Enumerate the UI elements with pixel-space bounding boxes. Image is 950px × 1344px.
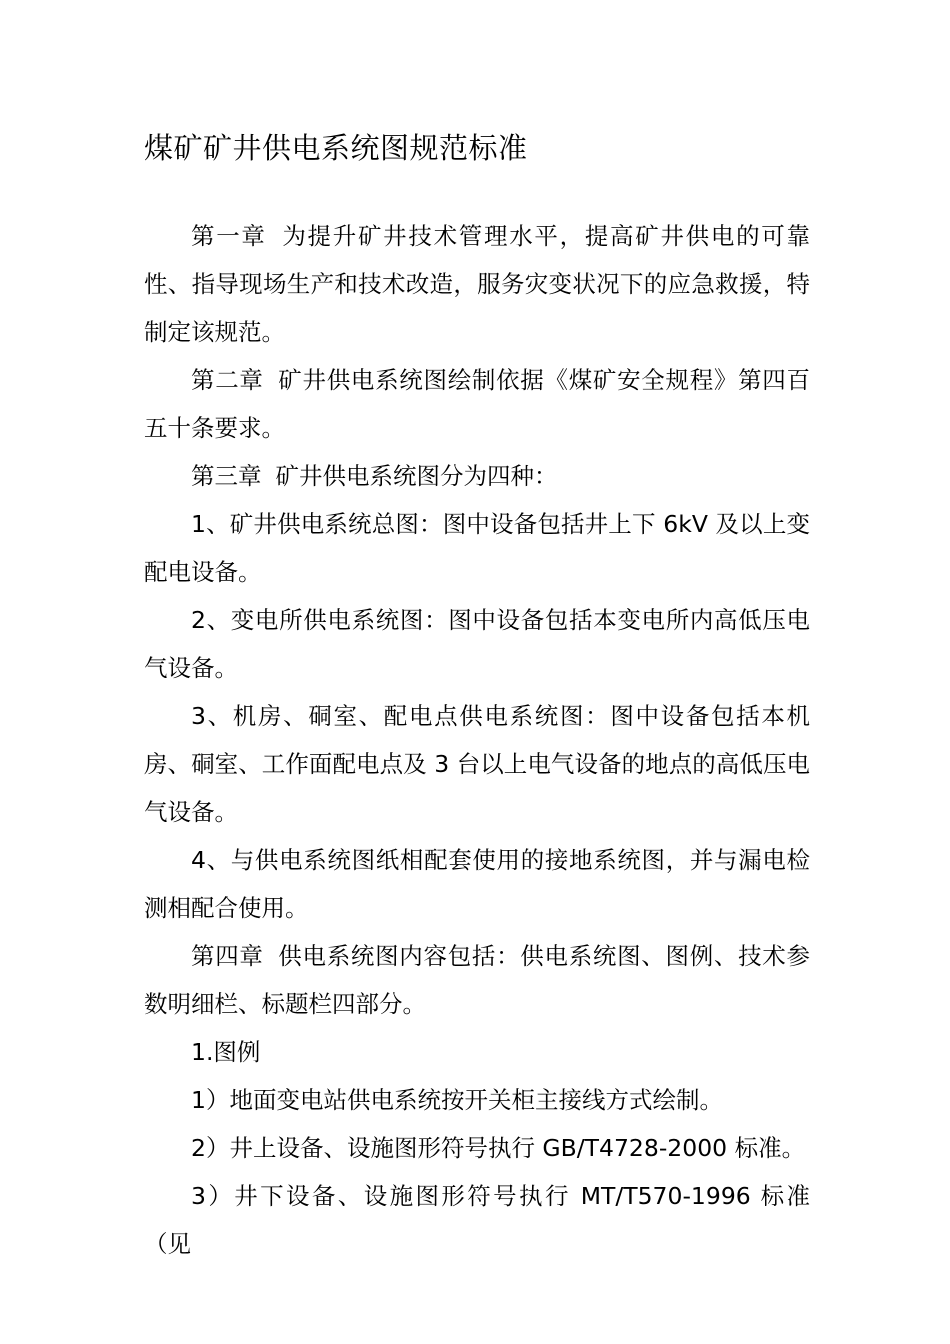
paragraph-text: 供电系统图内容包括：供电系统图、图例、技术参数明细栏、标题栏四部分。 [144,942,811,1018]
paragraph-legend-1: 1）地面变电站供电系统按开关柜主接线方式绘制。 [191,1086,723,1114]
paragraph-legend-2: 2）井上设备、设施图形符号执行 GB/T4728-2000 标准。 [191,1134,806,1162]
paragraph-legend-3: 3）井下设备、设施图形符号执行 MT/T570-1996 标准（见 [144,1182,810,1258]
paragraph-chapter-4 [144,932,810,1028]
paragraph-item-4: 4、与供电系统图纸相配套使用的接地系统图，并与漏电检测相配合使用。 [144,846,810,922]
paragraph-legend-heading: 1.图例 [191,1038,261,1066]
document-page [144,128,810,1268]
paragraph-text: 矿井供电系统图绘制依据《煤矿安全规程》第四百五十条要求。 [144,366,811,442]
paragraph-text: 为提升矿井技术管理水平，提高矿井供电的可靠性、指导现场生产和技术改造，服务灾变状况下的应急救援，特制定该规范。 [144,222,810,346]
paragraph-text: 矿井供电系统图分为四种： [275,462,558,490]
paragraph-item-3: 3、机房、硐室、配电点供电系统图：图中设备包括本机房、硐室、工作面配电点及 3 台以上电气设备的地点的高低压电气设备。 [144,702,810,826]
paragraph-chapter-1 [144,212,810,356]
paragraph-chapter-3 [144,452,810,500]
paragraph-item-2: 2、变电所供电系统图：图中设备包括本变电所内高低压电气设备。 [144,606,810,682]
document-title: 煤矿矿井供电系统图规范标准 [144,131,528,165]
paragraph-chapter-2 [144,356,810,452]
chapter-heading: 第二章 [191,366,264,394]
chapter-heading: 第三章 [191,462,262,490]
chapter-heading: 第四章 [191,942,264,970]
chapter-heading: 第一章 [191,222,267,250]
paragraph-item-1: 1、矿井供电系统总图：图中设备包括井上下 6kV 及以上变配电设备。 [144,510,810,586]
